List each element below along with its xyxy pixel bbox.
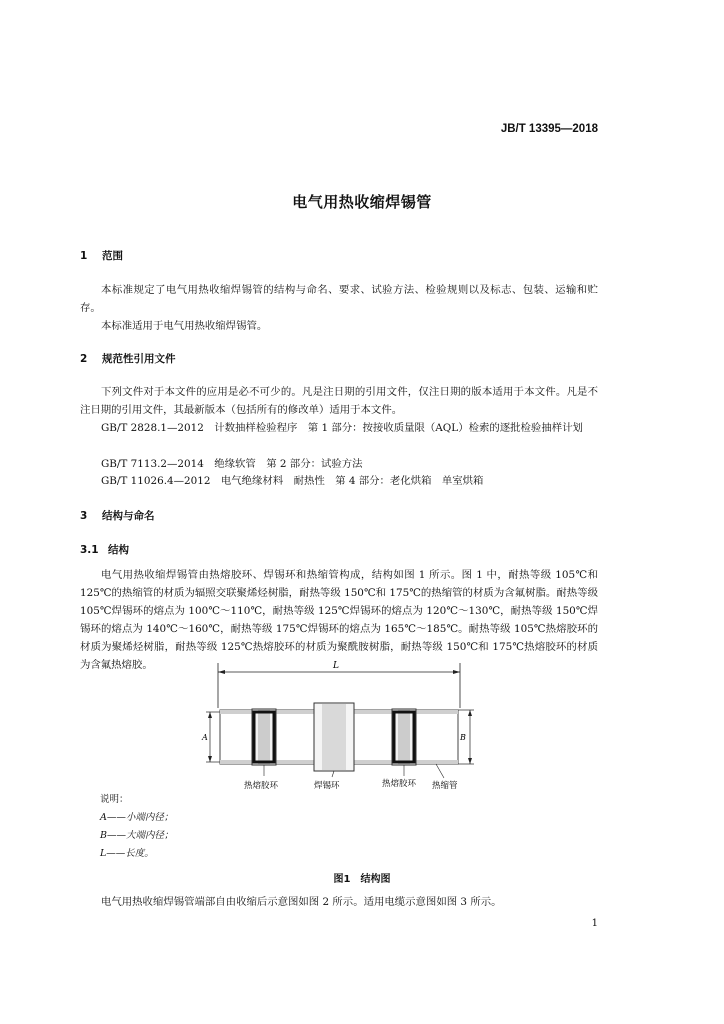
label-hot-melt-ring-2: 热熔胶环 bbox=[382, 779, 417, 789]
hot-melt-ring-shade bbox=[398, 709, 410, 765]
section-number: 1 bbox=[80, 250, 88, 262]
label-hot-melt-ring-1: 热熔胶环 bbox=[244, 781, 279, 791]
section-3-1-para-1: 电气用热收缩焊锡管由热熔胶环、焊锡环和热缩管构成，结构如图 1 所示。图 1 中，耐热等级 105℃和 125℃的热缩管的材质为辐照交联聚烯烃树脂，耐热等级 150℃和 175℃的热缩管的材质为含氟树脂。耐热等级 105℃焊锡环的熔点为 100℃～110℃，耐热等级 125℃焊锡环的熔点为 120℃～130℃，耐热等级 150℃焊锡环的熔点为 140℃～160℃，耐热等级 175℃焊锡环的熔点为 165℃～185℃。耐热等级 105℃热熔胶环的材质为聚烯烃树脂，耐热等级 125℃热熔胶环的材质为聚酰胺树脂，耐热等级 150℃和 175℃热熔胶环的材质为含氟热熔胶。 bbox=[80, 569, 598, 671]
closing-paragraph: 电气用热收缩焊锡管端部自由收缩后示意图如图 2 所示。适用电缆示意图如图 3 所示。 bbox=[101, 896, 502, 908]
arrow-head bbox=[208, 712, 212, 718]
leader-line bbox=[436, 764, 444, 778]
structure-diagram bbox=[196, 660, 476, 795]
section-number: 3.1 bbox=[80, 544, 99, 556]
section-number: 2 bbox=[80, 353, 88, 365]
document-title: 电气用热收缩焊锡管 bbox=[292, 193, 432, 211]
arrow-head bbox=[468, 758, 472, 764]
arrow-head bbox=[453, 670, 460, 674]
section-title: 规范性引用文件 bbox=[102, 353, 176, 365]
section-1-heading bbox=[80, 248, 123, 263]
figure-notes-title: 说明： bbox=[100, 794, 129, 805]
hot-melt-ring-shade bbox=[258, 709, 270, 765]
arrow-head bbox=[468, 710, 472, 716]
standard-code: JB/T 13395—2018 bbox=[500, 123, 598, 135]
figure-caption: 图1 结构图 bbox=[333, 874, 391, 885]
reference-item: GB/T 7113.2—2014 绝缘软管 第 2 部分：试验方法 bbox=[101, 458, 363, 470]
section-title: 范围 bbox=[102, 250, 123, 262]
section-1-para-1: 本标准规定了电气用热收缩焊锡管的结构与命名、要求、试验方法、检验规则以及标志、包装、运输和贮存。 bbox=[80, 284, 598, 314]
arrow-head bbox=[218, 670, 225, 674]
section-1-para-2: 本标准适用于电气用热收缩焊锡管。 bbox=[101, 320, 268, 332]
section-2-heading bbox=[80, 351, 176, 366]
section-title: 结构与命名 bbox=[102, 510, 155, 522]
note-L: L——长度。 bbox=[100, 848, 154, 859]
arrow-head bbox=[208, 756, 212, 762]
section-2-para-1: 下列文件对于本文件的应用是必不可少的。凡是注日期的引用文件，仅注日期的版本适用于本文件。凡是不注日期的引用文件，其最新版本（包括所有的修改单）适用于本文件。 bbox=[80, 386, 598, 416]
label-heat-shrink-tube: 热缩管 bbox=[432, 781, 458, 791]
note-A: A——小端内径； bbox=[100, 812, 174, 823]
section-3-heading bbox=[80, 508, 155, 523]
note-B: B——大端内径； bbox=[100, 830, 174, 841]
section-3-1-heading bbox=[80, 542, 129, 557]
solder-ring-shade bbox=[322, 703, 346, 771]
dimension-label-A: A bbox=[202, 733, 208, 742]
section-number: 3 bbox=[80, 510, 88, 522]
label-solder-ring: 焊锡环 bbox=[314, 781, 340, 791]
reference-item: GB/T 2828.1—2012 计数抽样检验程序 第 1 部分：按接收质量限（AQL）检索的逐批检验抽样计划 bbox=[101, 422, 583, 434]
reference-item: GB/T 11026.4—2012 电气绝缘材料 耐热性 第 4 部分：老化烘箱 单室烘箱 bbox=[101, 475, 484, 487]
dimension-label-L: L bbox=[333, 661, 339, 671]
dimension-label-B: B bbox=[460, 733, 466, 742]
page-number: 1 bbox=[591, 918, 598, 929]
section-title: 结构 bbox=[108, 544, 129, 556]
leader-line bbox=[332, 771, 334, 777]
